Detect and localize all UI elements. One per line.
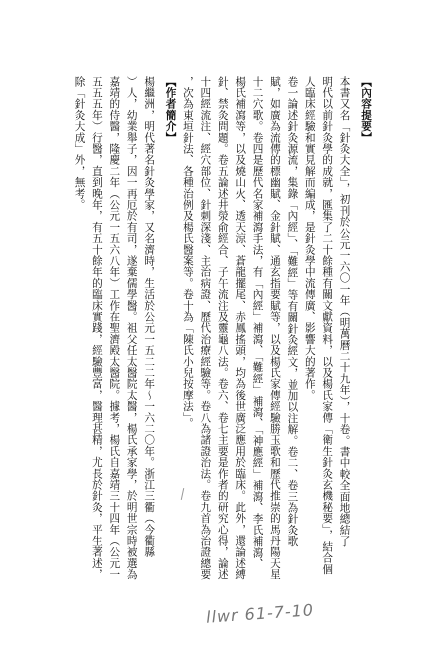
summary-column: 卷一論述針灸源流，集錄「內經」、「難經」等有關針灸經文，並加以注解。卷二、卷三為針灸歌 — [286, 76, 299, 547]
summary-column: 十二穴歌。卷四是歷代名家補瀉手法，有「內經」補瀉、「難經」補瀉、「神應經」補瀉、李氏補瀉、 — [251, 76, 264, 570]
author-column: ）人，幼業舉子，因一再厄於有司，遂棄儒學醫。祖父任太醫院太醫，楊氏承家學，於明世宗時被選為 — [125, 76, 138, 580]
summary-column: 楊氏補瀉等，以及燒山火、透天涼、蒼龍擺尾、赤鳳搖頭，均為後世廣泛應用於臨床。此外，還論述縛 — [234, 76, 247, 580]
author-column: 五五五年）行醫，直到晚年，有五十餘年的臨床實踐，經驗豐富，醫理甚精，尤長於針灸，平生著述， — [90, 76, 103, 580]
summary-column: 針、禁灸問題。卷五論述井滎俞經合、子午流注及靈龜八法。卷六、卷七主要是作者的研究心得，論述 — [216, 76, 229, 580]
vertical-text-block — [70, 76, 374, 616]
author-column: 楊繼洲，明代著名針灸學家，又名濟時，生活於公元一五二二年～一六二〇年。浙江三衢（今衢縣 — [143, 76, 156, 558]
summary-column: 十四經流注、經穴部位、針刺深淺、主治病證、歷代治療經驗等。卷八為諸證治法。卷九首為治證總要 — [199, 76, 212, 580]
summary-column: 賦，如廣為流傳的標幽賦、金針賦、通玄指要賦等，以及楊氏家傳經驗勝玉歌和歷代推崇的馬丹陽天星 — [268, 76, 281, 580]
author-column: 嘉靖的侍醫，隆慶二年（公元一五六八年）工作在聖濟殿太醫院。據考，楊氏自嘉靖三十四年（公元一 — [108, 76, 121, 580]
summary-column: 人臨床經驗和實見解而編成，是針灸學中流傳廣、影響大的著作。 — [303, 76, 316, 401]
summary-heading: 【內容提要】 — [360, 76, 372, 144]
author-column: 除「針灸大成」外，無考。 — [73, 76, 86, 211]
summary-column: 明代以前針灸學的成就，匯集了二十餘種有關文獻資料，以及楊氏家傳「衛生針灸玄機秘要」，結合個 — [321, 76, 334, 575]
handwritten-note: llwr 61-7-10 — [205, 600, 315, 627]
summary-column: ，次為東垣針法、各種治例及楊氏醫案等。卷十為「陳氏小兒按摩法」。 — [181, 76, 194, 430]
summary-column: 本書又名「針灸大全」，初刊於公元一六〇一年（明萬曆二十九年），十卷。書中較全面地總結了 — [338, 76, 351, 547]
author-heading: 【作者簡介】 — [164, 76, 177, 144]
